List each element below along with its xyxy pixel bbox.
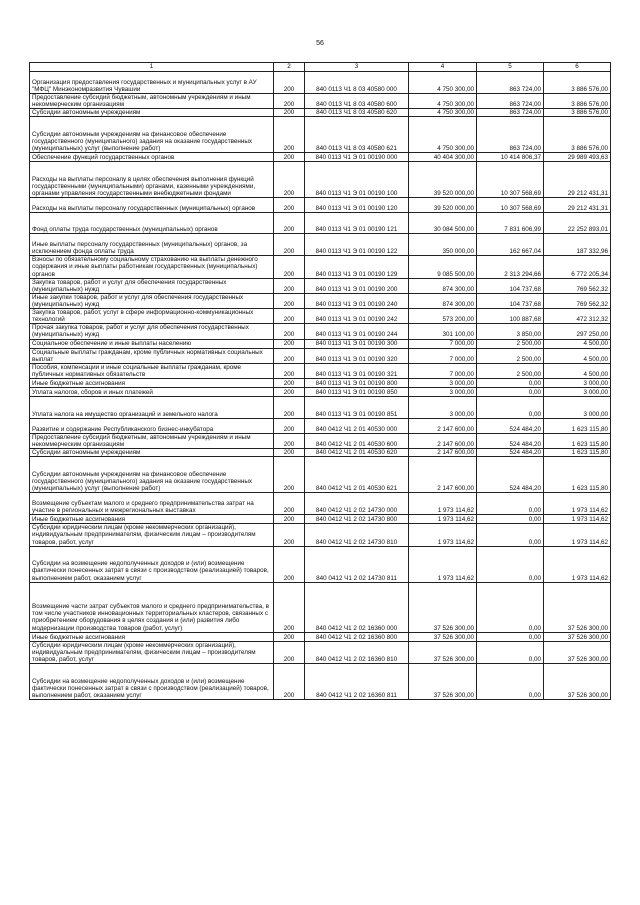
row-amount-col4: 37 526 300,00 <box>409 632 477 641</box>
row-column-2: 200 <box>274 632 305 641</box>
row-column-2: 200 <box>274 582 305 632</box>
table-row <box>30 524 611 546</box>
row-amount-col6: 3 886 576,00 <box>544 72 611 94</box>
row-description: Возмещение части затрат субъектов малого и среднего предпринимательства, в том числе участников инновационных территориальных кластеров, связанных с приобретением оборудования в целях создания и (или) развития либо модернизации производства товаров (работ, услуг) <box>30 582 274 632</box>
row-description: Развитие и содержание Республиканского бизнес-инкубатора <box>30 418 274 433</box>
column-header: 2 <box>274 63 305 72</box>
row-description: Иные бюджетные ассигнования <box>30 632 274 641</box>
row-classification-code: 840 0412 Ч1 2 02 14730 810 <box>305 524 409 546</box>
row-amount-col6: 29 212 431,31 <box>544 162 611 198</box>
row-classification-code: 840 0113 Ч1 8 03 40580 000 <box>305 72 409 94</box>
row-amount-col5: 0,00 <box>477 396 544 418</box>
row-description: Иные выплаты персоналу государственных (муниципальных) органов, за исключением фонда оплаты труда <box>30 234 274 256</box>
row-column-2: 200 <box>274 396 305 418</box>
row-classification-code: 840 0113 Ч1 Э 01 00190 244 <box>305 324 409 339</box>
row-column-2: 200 <box>274 94 305 109</box>
row-classification-code: 840 0412 Ч1 2 02 14730 000 <box>305 493 409 515</box>
row-amount-col6: 187 332,96 <box>544 234 611 256</box>
row-amount-col4: 1 973 114,62 <box>409 546 477 582</box>
row-amount-col4: 7 000,00 <box>409 363 477 378</box>
row-amount-col4: 4 750 300,00 <box>409 72 477 94</box>
row-amount-col5: 0,00 <box>477 493 544 515</box>
row-amount-col5: 863 724,00 <box>477 109 544 117</box>
row-description: Иные бюджетные ассигнования <box>30 515 274 524</box>
row-classification-code: 840 0113 Ч1 Э 01 00190 200 <box>305 278 409 293</box>
table-row <box>30 582 611 632</box>
row-classification-code: 840 0412 Ч1 2 01 40530 000 <box>305 418 409 433</box>
table-row <box>30 198 611 213</box>
row-amount-col5: 863 724,00 <box>477 94 544 109</box>
table-row <box>30 363 611 378</box>
row-amount-col5: 0,00 <box>477 663 544 699</box>
row-description: Субсидии автономным учреждениям на финансовое обеспечение государственного (муниципального) задания на оказание государственных (муниципальных) услуг (выполнение работ) <box>30 457 274 493</box>
table-row <box>30 293 611 308</box>
row-amount-col5: 863 724,00 <box>477 72 544 94</box>
row-amount-col4: 2 147 600,00 <box>409 449 477 457</box>
table-row <box>30 493 611 515</box>
table-row <box>30 213 611 234</box>
row-description: Пособия, компенсации и иные социальные выплаты гражданам, кроме публичных нормативных обязательств <box>30 363 274 378</box>
row-column-2: 200 <box>274 72 305 94</box>
table-row <box>30 94 611 109</box>
row-amount-col6: 1 623 115,80 <box>544 433 611 448</box>
row-description: Социальное обеспечение и иные выплаты населению <box>30 339 274 348</box>
row-amount-col4: 3 000,00 <box>409 387 477 396</box>
row-amount-col4: 4 750 300,00 <box>409 109 477 117</box>
row-amount-col5: 0,00 <box>477 632 544 641</box>
row-column-2: 200 <box>274 449 305 457</box>
row-classification-code: 840 0412 Ч1 2 01 40530 600 <box>305 433 409 448</box>
row-description: Обеспечение функций государственных органов <box>30 153 274 162</box>
table-row <box>30 378 611 387</box>
row-amount-col5: 3 850,00 <box>477 324 544 339</box>
row-column-2: 200 <box>274 198 305 213</box>
row-amount-col4: 1 973 114,62 <box>409 493 477 515</box>
row-description: Иные закупки товаров, работ и услуг для обеспечения государственных (муниципальных) нужд <box>30 293 274 308</box>
table-row <box>30 663 611 699</box>
row-amount-col5: 2 500,00 <box>477 348 544 363</box>
row-amount-col5: 0,00 <box>477 641 544 663</box>
row-amount-col5: 10 307 568,69 <box>477 198 544 213</box>
row-amount-col4: 874 300,00 <box>409 278 477 293</box>
row-column-2: 200 <box>274 153 305 162</box>
row-description: Предоставление субсидий бюджетным, автономным учреждениям и иным некоммерческим организациям <box>30 94 274 109</box>
row-amount-col6: 22 252 893,01 <box>544 213 611 234</box>
row-amount-col4: 301 100,00 <box>409 324 477 339</box>
row-amount-col4: 7 000,00 <box>409 339 477 348</box>
row-amount-col6: 37 526 300,00 <box>544 582 611 632</box>
row-description: Закупка товаров, работ и услуг для обеспечения государственных (муниципальных) нужд <box>30 278 274 293</box>
row-column-2: 200 <box>274 378 305 387</box>
row-classification-code: 840 0412 Ч1 2 01 40530 620 <box>305 449 409 457</box>
row-amount-col5: 104 737,68 <box>477 278 544 293</box>
row-amount-col5: 2 500,00 <box>477 339 544 348</box>
row-amount-col4: 3 000,00 <box>409 378 477 387</box>
row-amount-col6: 769 562,32 <box>544 278 611 293</box>
row-amount-col5: 0,00 <box>477 378 544 387</box>
table-row <box>30 278 611 293</box>
row-amount-col6: 4 500,00 <box>544 339 611 348</box>
row-description: Субсидии юридическим лицам (кроме некоммерческих организаций), индивидуальным предпринимателям, физическим лицам – производителям товаров, работ, услуг <box>30 524 274 546</box>
row-amount-col4: 1 973 114,62 <box>409 515 477 524</box>
row-classification-code: 840 0412 Ч1 2 02 14730 811 <box>305 546 409 582</box>
table-row <box>30 72 611 94</box>
row-description: Уплата налога на имущество организаций и земельного налога <box>30 396 274 418</box>
row-classification-code: 840 0113 Ч1 8 03 40580 621 <box>305 117 409 153</box>
row-description: Субсидии автономным учреждениям <box>30 449 274 457</box>
row-amount-col5: 162 667,04 <box>477 234 544 256</box>
row-column-2: 200 <box>274 546 305 582</box>
row-description: Иные бюджетные ассигнования <box>30 378 274 387</box>
row-column-2: 200 <box>274 418 305 433</box>
row-description: Закупка товаров, работ, услуг в сфере информационно-коммуникационных технологий <box>30 309 274 324</box>
row-classification-code: 840 0113 Ч1 Э 01 00190 851 <box>305 396 409 418</box>
table-row <box>30 117 611 153</box>
row-classification-code: 840 0113 Ч1 Э 01 00190 300 <box>305 339 409 348</box>
table-row <box>30 109 611 117</box>
row-column-2: 200 <box>274 515 305 524</box>
table-row <box>30 515 611 524</box>
row-amount-col5: 0,00 <box>477 387 544 396</box>
row-classification-code: 840 0412 Ч1 2 02 16360 800 <box>305 632 409 641</box>
row-description: Прочая закупка товаров, работ и услуг для обеспечения государственных (муниципальных) нужд <box>30 324 274 339</box>
row-amount-col6: 3 000,00 <box>544 387 611 396</box>
row-amount-col6: 37 526 300,00 <box>544 641 611 663</box>
row-classification-code: 840 0113 Ч1 8 03 40580 600 <box>305 94 409 109</box>
row-column-2: 200 <box>274 339 305 348</box>
row-classification-code: 840 0113 Ч1 Э 01 00190 242 <box>305 309 409 324</box>
budget-table <box>29 62 611 700</box>
row-column-2: 200 <box>274 524 305 546</box>
table-row <box>30 324 611 339</box>
table-row <box>30 234 611 256</box>
row-classification-code: 840 0412 Ч1 2 01 40530 621 <box>305 457 409 493</box>
row-amount-col6: 4 500,00 <box>544 363 611 378</box>
row-classification-code: 840 0113 Ч1 Э 01 00190 000 <box>305 153 409 162</box>
table-row <box>30 433 611 448</box>
row-column-2: 200 <box>274 363 305 378</box>
row-amount-col6: 37 526 300,00 <box>544 632 611 641</box>
row-amount-col5: 863 724,00 <box>477 117 544 153</box>
row-amount-col5: 524 484,20 <box>477 433 544 448</box>
column-header: 1 <box>30 63 274 72</box>
row-description: Субсидии на возмещение недополученных доходов и (или) возмещение фактически понесенных затрат в связи с производством (реализацией) товаров, выполнением работ, оказанием услуг <box>30 546 274 582</box>
page-number: 56 <box>316 40 324 47</box>
row-amount-col4: 4 750 300,00 <box>409 117 477 153</box>
column-header: 4 <box>409 63 477 72</box>
table-row <box>30 256 611 278</box>
row-amount-col6: 1 973 114,62 <box>544 546 611 582</box>
row-column-2: 200 <box>274 348 305 363</box>
row-amount-col6: 3 886 576,00 <box>544 117 611 153</box>
row-amount-col6: 3 000,00 <box>544 396 611 418</box>
row-classification-code: 840 0412 Ч1 2 02 16360 000 <box>305 582 409 632</box>
row-classification-code: 840 0113 Ч1 Э 01 00190 122 <box>305 234 409 256</box>
table-row <box>30 418 611 433</box>
row-column-2: 200 <box>274 293 305 308</box>
row-amount-col6: 3 886 576,00 <box>544 94 611 109</box>
table-row <box>30 387 611 396</box>
row-amount-col4: 2 147 600,00 <box>409 457 477 493</box>
row-amount-col4: 2 147 600,00 <box>409 433 477 448</box>
row-column-2: 200 <box>274 457 305 493</box>
row-amount-col4: 1 973 114,62 <box>409 524 477 546</box>
row-amount-col5: 0,00 <box>477 582 544 632</box>
row-amount-col4: 2 147 600,00 <box>409 418 477 433</box>
row-amount-col5: 524 484,20 <box>477 418 544 433</box>
row-amount-col6: 3 886 576,00 <box>544 109 611 117</box>
row-description: Расходы на выплаты персоналу государственных (муниципальных) органов <box>30 198 274 213</box>
row-description: Субсидии автономным учреждениям на финансовое обеспечение государственного (муниципального) задания на оказание государственных (муниципальных) услуг (выполнение работ) <box>30 117 274 153</box>
table-row <box>30 348 611 363</box>
column-header: 5 <box>477 63 544 72</box>
column-header: 3 <box>305 63 409 72</box>
row-amount-col4: 37 526 300,00 <box>409 582 477 632</box>
row-description: Субсидии автономным учреждениям <box>30 109 274 117</box>
row-amount-col4: 40 404 300,00 <box>409 153 477 162</box>
row-amount-col6: 29 989 493,63 <box>544 153 611 162</box>
row-amount-col6: 6 772 205,34 <box>544 256 611 278</box>
row-amount-col5: 104 737,68 <box>477 293 544 308</box>
row-amount-col4: 37 526 300,00 <box>409 641 477 663</box>
row-amount-col6: 3 000,00 <box>544 378 611 387</box>
table-row <box>30 546 611 582</box>
row-amount-col6: 37 526 300,00 <box>544 663 611 699</box>
column-header: 6 <box>544 63 611 72</box>
table-row <box>30 309 611 324</box>
row-amount-col6: 29 212 431,31 <box>544 198 611 213</box>
row-description: Предоставление субсидий бюджетным, автономным учреждениям и иным некоммерческим организациям <box>30 433 274 448</box>
row-amount-col5: 524 484,20 <box>477 457 544 493</box>
table-row <box>30 457 611 493</box>
row-amount-col5: 0,00 <box>477 515 544 524</box>
row-column-2: 200 <box>274 117 305 153</box>
row-description: Уплата налогов, сборов и иных платежей <box>30 387 274 396</box>
row-column-2: 200 <box>274 641 305 663</box>
row-amount-col5: 10 307 568,69 <box>477 162 544 198</box>
row-classification-code: 840 0412 Ч1 2 02 14730 800 <box>305 515 409 524</box>
row-description: Социальные выплаты гражданам, кроме публичных нормативных социальных выплат <box>30 348 274 363</box>
header-row <box>30 63 611 72</box>
row-column-2: 200 <box>274 213 305 234</box>
row-description: Взносы по обязательному социальному страхованию на выплаты денежного содержания и иные выплаты работникам государственных (муниципальных) органов <box>30 256 274 278</box>
row-amount-col6: 1 973 114,62 <box>544 493 611 515</box>
table-row <box>30 632 611 641</box>
row-column-2: 200 <box>274 433 305 448</box>
row-description: Возмещение субъектам малого и среднего предпринимательства затрат на участие в региональных и межрегиональных выставках <box>30 493 274 515</box>
row-amount-col5: 7 831 606,99 <box>477 213 544 234</box>
row-amount-col5: 10 414 806,37 <box>477 153 544 162</box>
row-classification-code: 840 0412 Ч1 2 02 16360 810 <box>305 641 409 663</box>
row-column-2: 200 <box>274 278 305 293</box>
row-description: Расходы на выплаты персоналу в целях обеспечения выполнения функций государственными (муниципальными) органами, казенными учреждениями, органами управления государственными внебюджетными фондами <box>30 162 274 198</box>
row-amount-col4: 7 000,00 <box>409 348 477 363</box>
row-amount-col4: 39 520 000,00 <box>409 198 477 213</box>
table-row <box>30 153 611 162</box>
row-description: Организация предоставления государственных и муниципальных услуг в АУ "МФЦ" Минэкономразвития Чувашии <box>30 72 274 94</box>
row-amount-col4: 573 200,00 <box>409 309 477 324</box>
table-row <box>30 449 611 457</box>
row-amount-col6: 1 623 115,80 <box>544 449 611 457</box>
table-row <box>30 396 611 418</box>
table-row <box>30 641 611 663</box>
row-column-2: 200 <box>274 493 305 515</box>
row-amount-col6: 1 973 114,62 <box>544 524 611 546</box>
row-amount-col6: 769 562,32 <box>544 293 611 308</box>
row-classification-code: 840 0113 Ч1 Э 01 00190 800 <box>305 378 409 387</box>
row-classification-code: 840 0113 Ч1 Э 01 00190 240 <box>305 293 409 308</box>
row-amount-col5: 0,00 <box>477 524 544 546</box>
row-amount-col5: 100 887,68 <box>477 309 544 324</box>
row-amount-col4: 350 000,00 <box>409 234 477 256</box>
row-amount-col6: 1 623 115,80 <box>544 457 611 493</box>
row-column-2: 200 <box>274 324 305 339</box>
row-amount-col4: 30 084 500,00 <box>409 213 477 234</box>
row-classification-code: 840 0113 Ч1 Э 01 00190 129 <box>305 256 409 278</box>
row-column-2: 200 <box>274 162 305 198</box>
row-column-2: 200 <box>274 109 305 117</box>
row-classification-code: 840 0113 Ч1 Э 01 00190 121 <box>305 213 409 234</box>
row-column-2: 200 <box>274 663 305 699</box>
row-column-2: 200 <box>274 234 305 256</box>
row-amount-col6: 1 973 114,62 <box>544 515 611 524</box>
row-amount-col5: 2 500,00 <box>477 363 544 378</box>
row-classification-code: 840 0113 Ч1 Э 01 00190 321 <box>305 363 409 378</box>
row-amount-col4: 39 520 000,00 <box>409 162 477 198</box>
row-classification-code: 840 0113 Ч1 Э 01 00190 320 <box>305 348 409 363</box>
row-amount-col5: 524 484,20 <box>477 449 544 457</box>
row-amount-col4: 37 526 300,00 <box>409 663 477 699</box>
table-row <box>30 339 611 348</box>
row-classification-code: 840 0113 Ч1 Э 01 00190 120 <box>305 198 409 213</box>
row-amount-col4: 4 750 300,00 <box>409 94 477 109</box>
row-classification-code: 840 0412 Ч1 2 02 16360 811 <box>305 663 409 699</box>
row-amount-col6: 472 312,32 <box>544 309 611 324</box>
row-column-2: 200 <box>274 256 305 278</box>
row-amount-col4: 9 085 500,00 <box>409 256 477 278</box>
row-description: Субсидии юридическим лицам (кроме некоммерческих организаций), индивидуальным предпринимателям, физическим лицам – производителям товаров, работ, услуг <box>30 641 274 663</box>
row-column-2: 200 <box>274 387 305 396</box>
row-classification-code: 840 0113 Ч1 8 03 40580 620 <box>305 109 409 117</box>
row-description: Фонд оплаты труда государственных (муниципальных) органов <box>30 213 274 234</box>
row-amount-col6: 4 500,00 <box>544 348 611 363</box>
row-amount-col4: 3 000,00 <box>409 396 477 418</box>
row-classification-code: 840 0113 Ч1 Э 01 00190 850 <box>305 387 409 396</box>
row-classification-code: 840 0113 Ч1 Э 01 00190 100 <box>305 162 409 198</box>
row-amount-col6: 297 250,00 <box>544 324 611 339</box>
row-amount-col4: 874 300,00 <box>409 293 477 308</box>
row-description: Субсидии на возмещение недополученных доходов и (или) возмещение фактически понесенных затрат в связи с производством (реализацией) товаров, выполнением работ, оказанием услуг <box>30 663 274 699</box>
table-row <box>30 162 611 198</box>
row-amount-col5: 2 313 294,66 <box>477 256 544 278</box>
row-amount-col6: 1 623 115,80 <box>544 418 611 433</box>
row-column-2: 200 <box>274 309 305 324</box>
row-amount-col5: 0,00 <box>477 546 544 582</box>
